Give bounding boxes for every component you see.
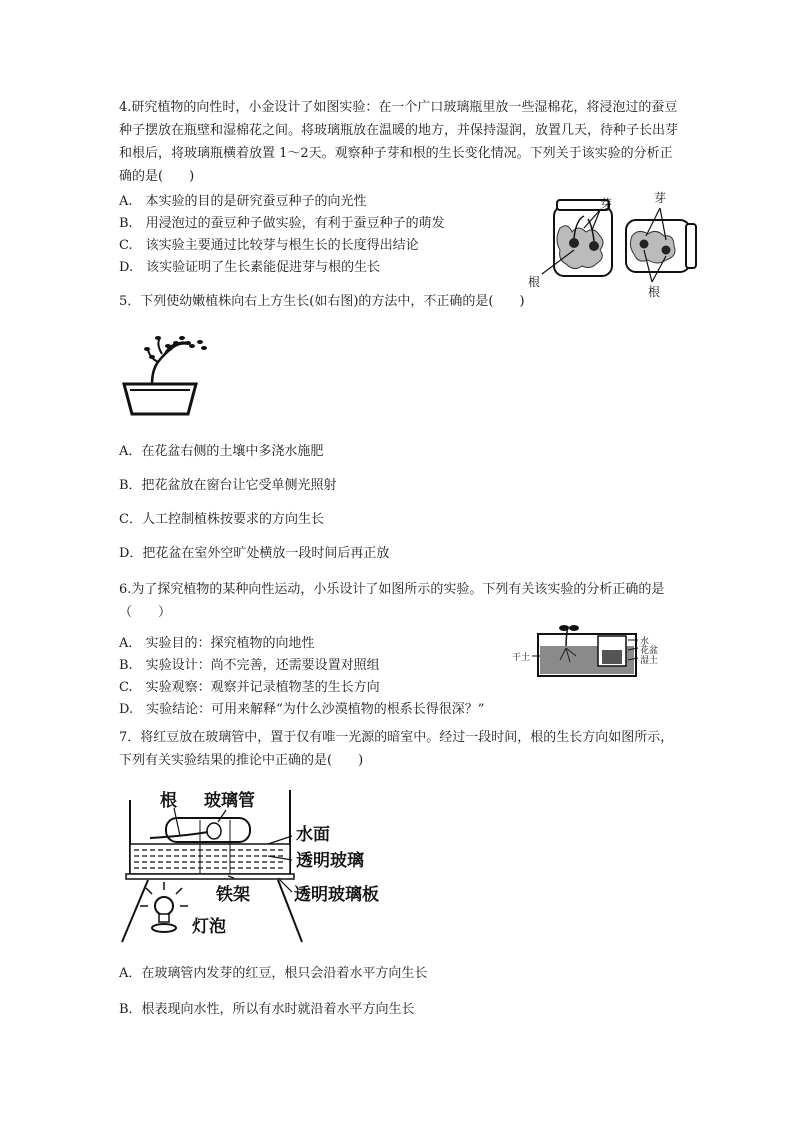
label-wet-soil: 湿土 (640, 656, 659, 666)
q7-option-b: B．根表现向水性，所以有水时就沿着水平方向生长 (119, 1002, 415, 1017)
label-pot: 花盆 (640, 646, 659, 656)
label-water-surface: 水面 (296, 825, 330, 845)
label-root-1: 根 (528, 275, 541, 289)
q4-option-b: B. 用浸泡过的蚕豆种子做实验，有利于蚕豆种子的萌发 (119, 216, 445, 231)
q5-option-b: B．把花盆放在窗台让它受单侧光照射 (119, 478, 337, 493)
label-glass: 透明玻璃 (296, 851, 364, 871)
q7-stem: 7．将红豆放在玻璃管中，置于仅有唯一光源的暗室中。经过一段时间，根的生长方向如图所示，下列有关实验结果的推论中正确的是( ) (119, 730, 674, 768)
label-bud-1: 芽 (600, 197, 613, 211)
q4-option-a: A. 本实验的目的是研究蚕豆种子的向光性 (119, 194, 367, 209)
label-root: 根 (160, 791, 177, 811)
q4-option-d: D. 该实验证明了生长素能促进芽与根的生长 (119, 260, 381, 275)
q5-figure-plant (120, 332, 220, 420)
q4-option-c: C. 该实验主要通过比较芽与根生长的长度得出结论 (119, 238, 419, 253)
label-glass-plate: 透明玻璃板 (294, 885, 379, 905)
q6-figure-tank (510, 622, 670, 682)
q6-option-d: D. 实验结论：可用来解释“为什么沙漠植物的根系长得很深？” (119, 702, 485, 717)
q6-stem: 6.为了探究植物的某种向性运动，小乐设计了如图所示的实验。下列有关该实验的分析正确的是（ ） (119, 582, 665, 620)
q6-option-b: B. 实验设计：尚不完善，还需要设置对照组 (119, 658, 380, 673)
q7-figure-apparatus (118, 784, 418, 946)
label-stand: 铁架 (216, 885, 250, 905)
q5-option-d: D．把花盆在室外空旷处横放一段时间后再正放 (119, 546, 390, 561)
q6-option-c: C. 实验观察：观察并记录植物茎的生长方向 (119, 680, 380, 695)
label-root-2: 根 (648, 285, 661, 299)
q6-option-a: A. 实验目的：探究植物的向地性 (119, 636, 315, 651)
q5-option-a: A．在花盆右侧的土壤中多浇水施肥 (119, 444, 324, 459)
q5-option-c: C．人工控制植株按要求的方向生长 (119, 512, 324, 527)
label-tube: 玻璃管 (204, 791, 255, 811)
label-water: 水 (640, 637, 650, 647)
q4-figure-jars (520, 188, 710, 303)
label-bulb: 灯泡 (192, 917, 226, 937)
upright-jar (554, 200, 612, 276)
q4-stem: 4.研究植物的向性时，小金设计了如图实验：在一个广口玻璃瓶里放一些湿棉花，将浸泡过的蚕豆种子摆放在瓶壁和湿棉花之间。将玻璃瓶放在温暖的地方，并保持湿润，放置几天，待种子长出芽和根后，将玻璃瓶横着放置 1～2天。观察种子芽和根的生长变化情况。下列关于该实验的分析正确的是( ) (119, 100, 679, 184)
label-bud-2: 芽 (654, 191, 667, 205)
label-dry-soil: 干土 (512, 653, 531, 663)
q5-stem: 5．下列使幼嫩植株向右上方生长(如右图)的方法中，不正确的是( ) (119, 294, 525, 309)
q7-option-a: A．在玻璃管内发芽的红豆，根只会沿着水平方向生长 (119, 966, 428, 981)
